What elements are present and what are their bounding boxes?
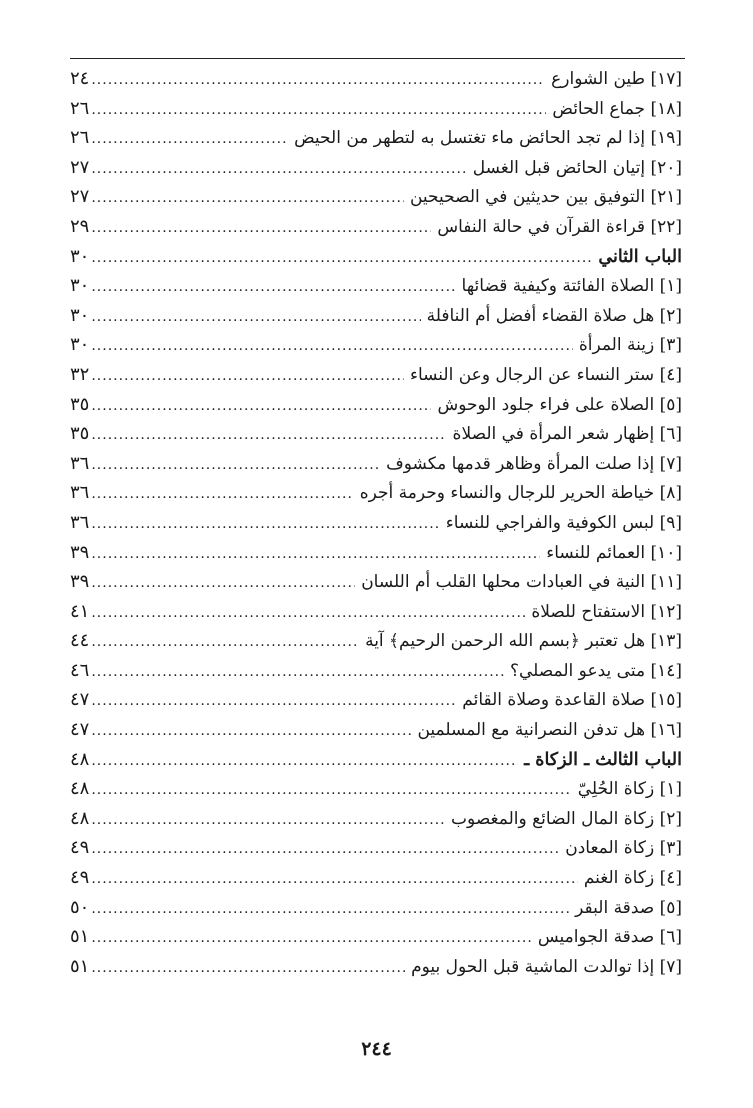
toc-row bbox=[70, 715, 682, 745]
toc-page: ٥١ bbox=[70, 926, 90, 948]
toc-row bbox=[70, 597, 682, 627]
toc-title: [٤] ستر النساء عن الرجال وعن النساء bbox=[409, 364, 682, 385]
toc-page: ٣٥ bbox=[70, 393, 90, 415]
toc-title: [١٣] هل تعتبر ﴿بسم الله الرحمن الرحيم﴾ آية bbox=[365, 631, 682, 652]
leader-dots bbox=[91, 895, 569, 925]
toc-row bbox=[70, 804, 682, 834]
toc-title: [١١] النية في العبادات محلها القلب أم اللسان bbox=[361, 572, 682, 593]
toc-title: [١٦] هل تدفن النصرانية مع المسلمين bbox=[417, 720, 682, 741]
toc-page: ٣٢ bbox=[70, 363, 90, 385]
toc-row bbox=[70, 952, 682, 982]
toc-page: ٢٦ bbox=[70, 127, 90, 149]
toc-title: الباب الثاني bbox=[598, 246, 682, 267]
toc-page: ٣٦ bbox=[70, 511, 90, 533]
toc-page: ٤٦ bbox=[70, 659, 90, 681]
toc-title: [١٥] صلاة القاعدة وصلاة القائم bbox=[462, 690, 682, 711]
toc-page: ٣٦ bbox=[70, 482, 90, 504]
toc-row bbox=[70, 626, 682, 656]
toc-page: ٣٠ bbox=[70, 334, 90, 356]
toc-page: ٣٠ bbox=[70, 245, 90, 267]
leader-dots bbox=[91, 125, 288, 155]
toc-title: [١٢] الاستفتاح للصلاة bbox=[531, 601, 682, 622]
leader-dots bbox=[91, 924, 532, 954]
toc-page: ٤٨ bbox=[70, 807, 90, 829]
toc-title: [٨] خياطة الحرير للرجال والنساء وحرمة أجره bbox=[359, 483, 682, 504]
toc-row bbox=[70, 271, 682, 301]
leader-dots bbox=[91, 214, 431, 244]
toc-title: [٣] زكاة المعادن bbox=[565, 838, 682, 859]
leader-dots bbox=[91, 332, 573, 362]
toc-title: [٢٠] إتيان الحائض قبل الغسل bbox=[472, 157, 682, 178]
leader-dots bbox=[91, 96, 546, 126]
toc-title: [١٤] متى يدعو المصلي؟ bbox=[509, 660, 682, 681]
leader-dots bbox=[91, 540, 540, 570]
leader-dots bbox=[91, 480, 353, 510]
leader-dots bbox=[91, 569, 355, 599]
page-number: ٢٤٤ bbox=[361, 1038, 392, 1060]
toc-page: ٤٧ bbox=[70, 719, 90, 741]
toc-title: [١] زكاة الحُلِيّ bbox=[577, 779, 682, 800]
toc-title: [١٧] طين الشوارع bbox=[551, 69, 682, 89]
leader-dots bbox=[91, 835, 559, 865]
toc-title: [٧] إذا توالدت الماشية قبل الحول بيوم bbox=[411, 956, 682, 977]
leader-dots bbox=[91, 155, 466, 185]
leader-dots bbox=[91, 392, 431, 422]
toc-page: ٤٧ bbox=[70, 689, 90, 711]
leader-dots bbox=[91, 865, 577, 895]
toc-row bbox=[70, 153, 682, 183]
toc-title: الباب الثالث ـ الزكاة ـ bbox=[524, 749, 682, 770]
toc-title: [٥] صدقة البقر bbox=[575, 897, 682, 918]
toc-row bbox=[70, 182, 682, 212]
toc-page: ٤٤ bbox=[70, 630, 90, 652]
toc-page: ٤٩ bbox=[70, 837, 90, 859]
toc-chapter-heading bbox=[70, 745, 682, 775]
leader-dots bbox=[91, 303, 420, 333]
toc-page: ٣٠ bbox=[70, 304, 90, 326]
table-of-contents bbox=[70, 64, 682, 981]
leader-dots bbox=[91, 806, 445, 836]
toc-title: [١] الصلاة الفائتة وكيفية قضائها bbox=[461, 276, 682, 297]
leader-dots bbox=[91, 687, 456, 717]
toc-row bbox=[70, 833, 682, 863]
leader-dots bbox=[91, 717, 411, 747]
toc-row bbox=[70, 656, 682, 686]
leader-dots bbox=[91, 184, 404, 214]
toc-row bbox=[70, 567, 682, 597]
toc-title: [٢] هل صلاة القضاء أفضل أم النافلة bbox=[426, 305, 682, 326]
toc-page: ٢٩ bbox=[70, 215, 90, 237]
toc-row bbox=[70, 538, 682, 568]
toc-page: ٤٩ bbox=[70, 867, 90, 889]
leader-dots bbox=[91, 628, 359, 658]
toc-title: [٣] زينة المرأة bbox=[578, 335, 682, 356]
leader-dots bbox=[91, 362, 404, 392]
toc-page: ٥١ bbox=[70, 955, 90, 977]
toc-row bbox=[70, 893, 682, 923]
leader-dots bbox=[91, 451, 380, 481]
toc-title: [٩] لبس الكوفية والفراجي للنساء bbox=[445, 512, 682, 533]
toc-row bbox=[70, 390, 682, 420]
toc-title: [٧] إذا صلت المرأة وظاهر قدمها مكشوف bbox=[386, 453, 682, 474]
toc-page: ٣٩ bbox=[70, 541, 90, 563]
toc-title: [٢] زكاة المال الضائع والمغصوب bbox=[451, 808, 682, 829]
toc-row bbox=[70, 449, 682, 479]
toc-row bbox=[70, 301, 682, 331]
toc-title: [١٩] إذا لم تجد الحائض ماء تغتسل به لتطهر من الحيض bbox=[294, 128, 682, 149]
leader-dots bbox=[91, 776, 571, 806]
toc-page: ٣٩ bbox=[70, 571, 90, 593]
toc-row bbox=[70, 478, 682, 508]
toc-page: ٤٨ bbox=[70, 748, 90, 770]
toc-row bbox=[70, 94, 682, 124]
toc-page: ٣٠ bbox=[70, 275, 90, 297]
leader-dots bbox=[91, 747, 518, 777]
toc-row bbox=[70, 330, 682, 360]
toc-title: [٢١] التوفيق بين حديثين في الصحيحين bbox=[409, 187, 682, 208]
toc-title: [٦] إظهار شعر المرأة في الصلاة bbox=[452, 424, 682, 445]
toc-title: [٥] الصلاة على فراء جلود الوحوش bbox=[437, 394, 682, 415]
toc-row bbox=[70, 508, 682, 538]
toc-title: [١٨] جماع الحائض bbox=[552, 98, 682, 119]
leader-dots bbox=[91, 244, 592, 274]
toc-title: [٢٢] قراءة القرآن في حالة النفاس bbox=[437, 216, 682, 237]
toc-title: [٦] صدقة الجواميس bbox=[537, 927, 682, 948]
toc-title: [١٠] العمائم للنساء bbox=[546, 542, 682, 563]
toc-page: ٤٨ bbox=[70, 778, 90, 800]
toc-page: ٣٦ bbox=[70, 452, 90, 474]
leader-dots bbox=[91, 421, 446, 451]
toc-row bbox=[70, 863, 682, 893]
leader-dots bbox=[91, 510, 439, 540]
toc-page: ٢٧ bbox=[70, 156, 90, 178]
leader-dots bbox=[91, 599, 525, 629]
toc-row bbox=[70, 685, 682, 715]
toc-page: ٢٤ bbox=[70, 68, 90, 89]
toc-row bbox=[70, 419, 682, 449]
toc-chapter-heading bbox=[70, 242, 682, 272]
leader-dots bbox=[91, 954, 405, 984]
toc-title: [٤] زكاة الغنم bbox=[583, 868, 682, 889]
toc-page: ٥٠ bbox=[70, 896, 90, 918]
top-rule bbox=[70, 58, 685, 59]
toc-row bbox=[70, 922, 682, 952]
toc-page: ٢٦ bbox=[70, 97, 90, 119]
toc-page: ٢٧ bbox=[70, 186, 90, 208]
leader-dots bbox=[91, 66, 545, 96]
toc-row bbox=[70, 360, 682, 390]
leader-dots bbox=[91, 658, 504, 688]
toc-row bbox=[70, 212, 682, 242]
toc-row bbox=[70, 64, 682, 94]
toc-row bbox=[70, 123, 682, 153]
leader-dots bbox=[91, 273, 455, 303]
toc-page: ٤١ bbox=[70, 600, 90, 622]
toc-row bbox=[70, 774, 682, 804]
toc-page: ٣٥ bbox=[70, 423, 90, 445]
